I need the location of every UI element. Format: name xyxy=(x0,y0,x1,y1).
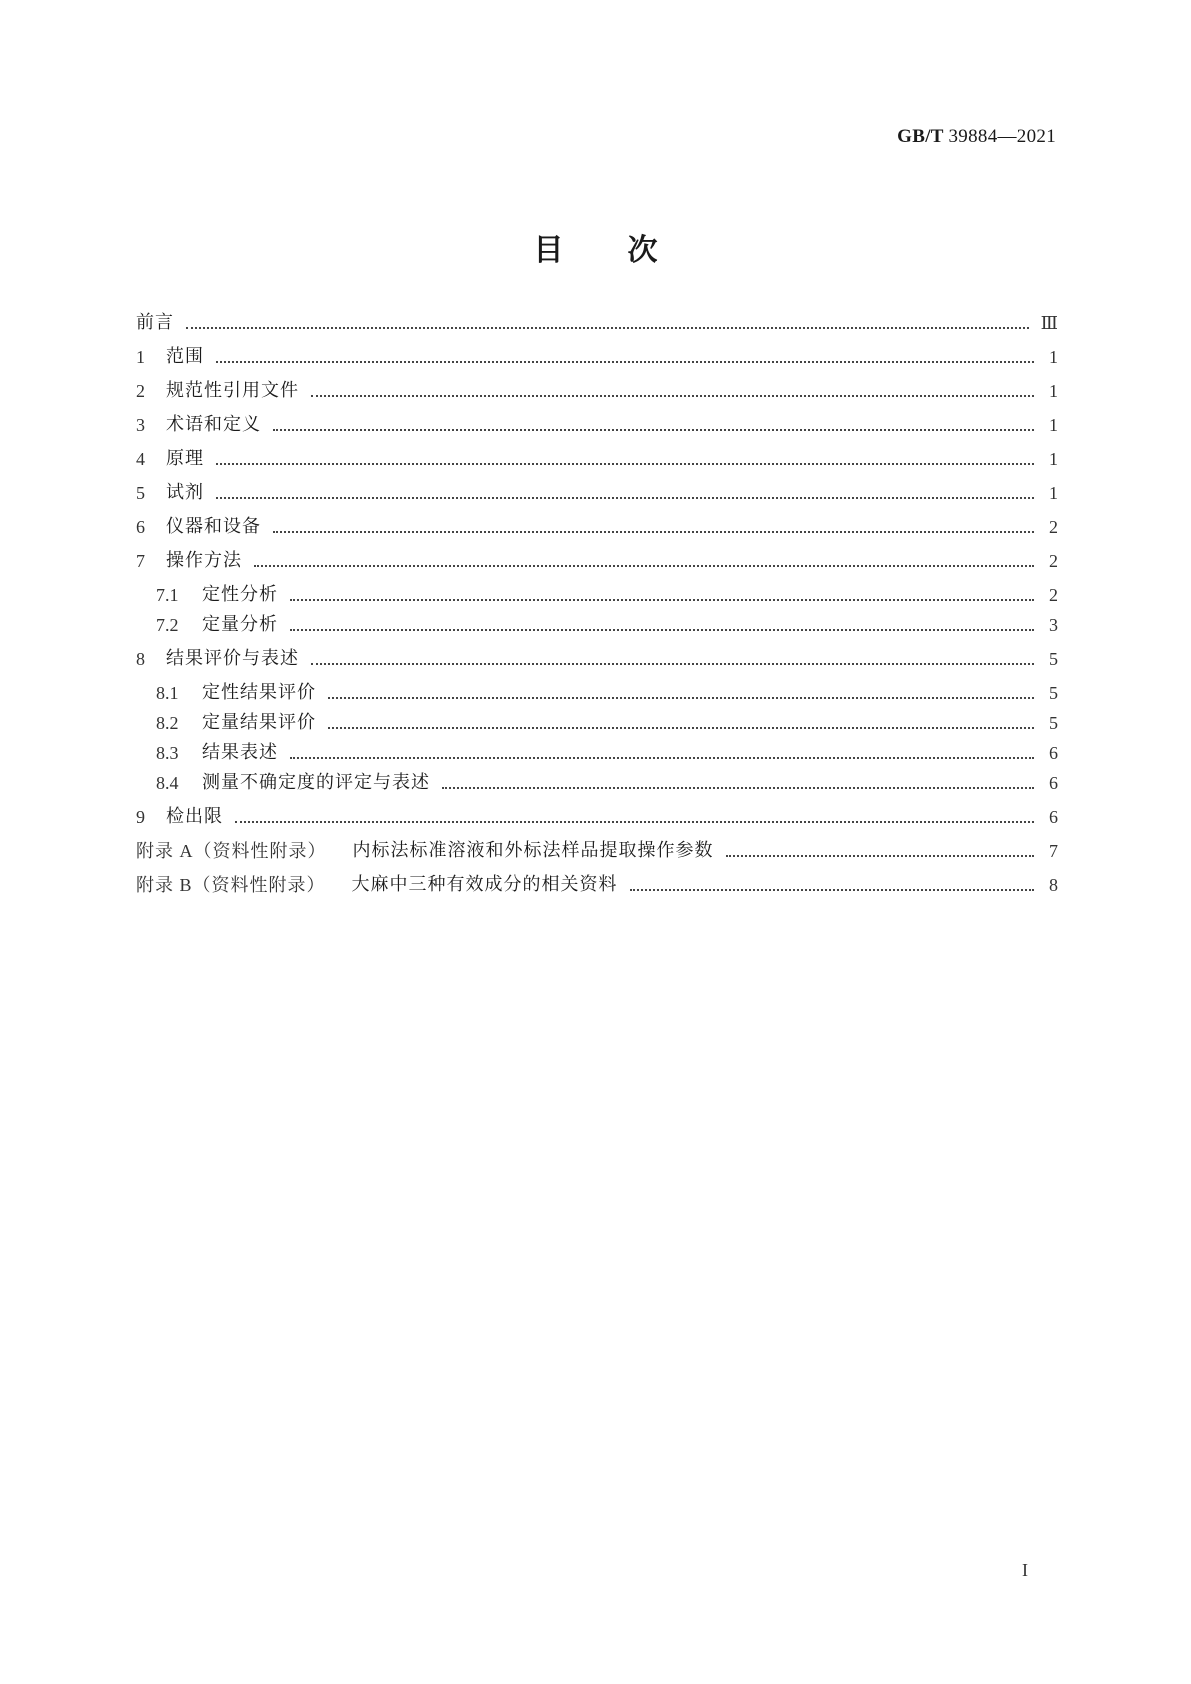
toc-leader-dots xyxy=(254,565,1034,567)
toc-entry-title: 定量结果评价 xyxy=(202,712,316,733)
toc-entry-7[interactable] xyxy=(136,542,1058,572)
toc-entry-title: 测量不确定度的评定与表述 xyxy=(202,772,430,793)
toc-entry-1[interactable] xyxy=(136,338,1058,368)
toc-entry-number: 3 xyxy=(136,415,145,435)
toc-entry-title: 规范性引用文件 xyxy=(166,380,299,401)
toc-entry-page: 6 xyxy=(1049,743,1058,763)
toc-leader-dots xyxy=(290,599,1034,601)
toc-entry-page: 3 xyxy=(1049,615,1058,635)
toc-entry-title: 原理 xyxy=(166,448,204,469)
toc-entry-number: 7.2 xyxy=(156,615,179,635)
toc-entry-8-3[interactable] xyxy=(136,734,1058,764)
toc-entry-3[interactable] xyxy=(136,406,1058,436)
toc-entry-2[interactable] xyxy=(136,372,1058,402)
toc-entry-number: 8.2 xyxy=(156,713,179,733)
standard-number xyxy=(897,126,1056,148)
toc-entry-page: 1 xyxy=(1049,415,1058,435)
toc-leader-dots xyxy=(235,821,1034,823)
toc-entry-number: 附录 B（资料性附录） xyxy=(136,875,326,895)
toc-heading-left: 目 xyxy=(533,233,564,268)
toc-entry-page: 2 xyxy=(1049,517,1058,537)
toc-entry-number: 8.4 xyxy=(156,773,179,793)
toc-entry-appendix-b[interactable] xyxy=(136,866,1058,896)
toc-entry-5[interactable] xyxy=(136,474,1058,504)
toc-entry-title: 定性结果评价 xyxy=(202,682,316,703)
toc-entry-page: Ⅲ xyxy=(1040,313,1058,333)
toc-entry-page: 2 xyxy=(1049,585,1058,605)
standard-code: GB/T xyxy=(897,126,944,147)
toc-entry-title: 定量分析 xyxy=(202,614,278,635)
toc-entry-page: 8 xyxy=(1049,875,1058,895)
toc-entry-page: 5 xyxy=(1049,683,1058,703)
toc-entry-8-1[interactable] xyxy=(136,674,1058,704)
toc-entry-number: 6 xyxy=(136,517,145,537)
toc-entry-title: 仪器和设备 xyxy=(166,516,261,537)
toc-entry-title: 大麻中三种有效成分的相关资料 xyxy=(351,874,618,895)
toc-leader-dots xyxy=(630,889,1034,891)
toc-leader-dots xyxy=(311,395,1034,397)
toc-entry-8-2[interactable] xyxy=(136,704,1058,734)
toc-leader-dots xyxy=(290,629,1034,631)
toc-entry-8[interactable] xyxy=(136,640,1058,670)
toc-entry-number: 4 xyxy=(136,449,145,469)
toc-heading xyxy=(0,225,1191,269)
toc-entry-foreword[interactable] xyxy=(136,304,1058,334)
toc-entry-number: 5 xyxy=(136,483,145,503)
toc-entry-number: 9 xyxy=(136,807,145,827)
toc-entry-page: 1 xyxy=(1049,381,1058,401)
toc-entry-number: 8.3 xyxy=(156,743,179,763)
toc-entry-number: 8.1 xyxy=(156,683,179,703)
toc-entry-7-1[interactable] xyxy=(136,576,1058,606)
toc-entry-number: 2 xyxy=(136,381,145,401)
toc-entry-6[interactable] xyxy=(136,508,1058,538)
toc-leader-dots xyxy=(442,787,1034,789)
toc-entry-page: 5 xyxy=(1049,649,1058,669)
toc-heading-right: 次 xyxy=(627,233,658,268)
toc-entry-number: 8 xyxy=(136,649,145,669)
toc-entry-number: 1 xyxy=(136,347,145,367)
toc-entry-4[interactable] xyxy=(136,440,1058,470)
toc-entry-number: 7 xyxy=(136,551,145,571)
toc-entry-number: 7.1 xyxy=(156,585,179,605)
toc-leader-dots xyxy=(186,327,1029,329)
toc-entry-page: 7 xyxy=(1049,841,1058,861)
toc-entry-appendix-a[interactable] xyxy=(136,832,1058,862)
standard-number-value: 39884—2021 xyxy=(948,126,1056,147)
toc-entry-title: 范围 xyxy=(166,346,204,367)
toc-leader-dots xyxy=(328,697,1034,699)
toc-entry-title: 试剂 xyxy=(166,482,204,503)
toc-entry-page: 1 xyxy=(1049,347,1058,367)
toc-entry-title: 定性分析 xyxy=(202,584,278,605)
toc-entry-7-2[interactable] xyxy=(136,606,1058,636)
toc-entry-page: 1 xyxy=(1049,483,1058,503)
toc-entry-title: 检出限 xyxy=(166,806,223,827)
toc-entry-page: 5 xyxy=(1049,713,1058,733)
toc-entry-title: 内标法标准溶液和外标法样品提取操作参数 xyxy=(352,840,714,861)
toc-leader-dots xyxy=(273,531,1034,533)
toc-entry-page: 6 xyxy=(1049,807,1058,827)
toc-leader-dots xyxy=(216,463,1034,465)
toc-entry-title: 结果评价与表述 xyxy=(166,648,299,669)
toc-entry-title: 操作方法 xyxy=(166,550,242,571)
toc-entry-page: 2 xyxy=(1049,551,1058,571)
toc-entry-title: 术语和定义 xyxy=(166,414,261,435)
toc-leader-dots xyxy=(273,429,1034,431)
toc-entry-8-4[interactable] xyxy=(136,764,1058,794)
toc-entry-title: 前言 xyxy=(136,312,174,333)
toc-leader-dots xyxy=(328,727,1034,729)
toc-entry-title: 结果表述 xyxy=(202,742,278,763)
page-number: I xyxy=(1022,1560,1028,1580)
toc-leader-dots xyxy=(216,497,1034,499)
toc-leader-dots xyxy=(290,757,1034,759)
toc-leader-dots xyxy=(216,361,1034,363)
toc-entry-number: 附录 A（资料性附录） xyxy=(136,841,327,861)
toc-entry-page: 1 xyxy=(1049,449,1058,469)
toc-leader-dots xyxy=(311,663,1034,665)
toc-entry-page: 6 xyxy=(1049,773,1058,793)
toc-entry-9[interactable] xyxy=(136,798,1058,828)
toc-leader-dots xyxy=(726,855,1035,857)
